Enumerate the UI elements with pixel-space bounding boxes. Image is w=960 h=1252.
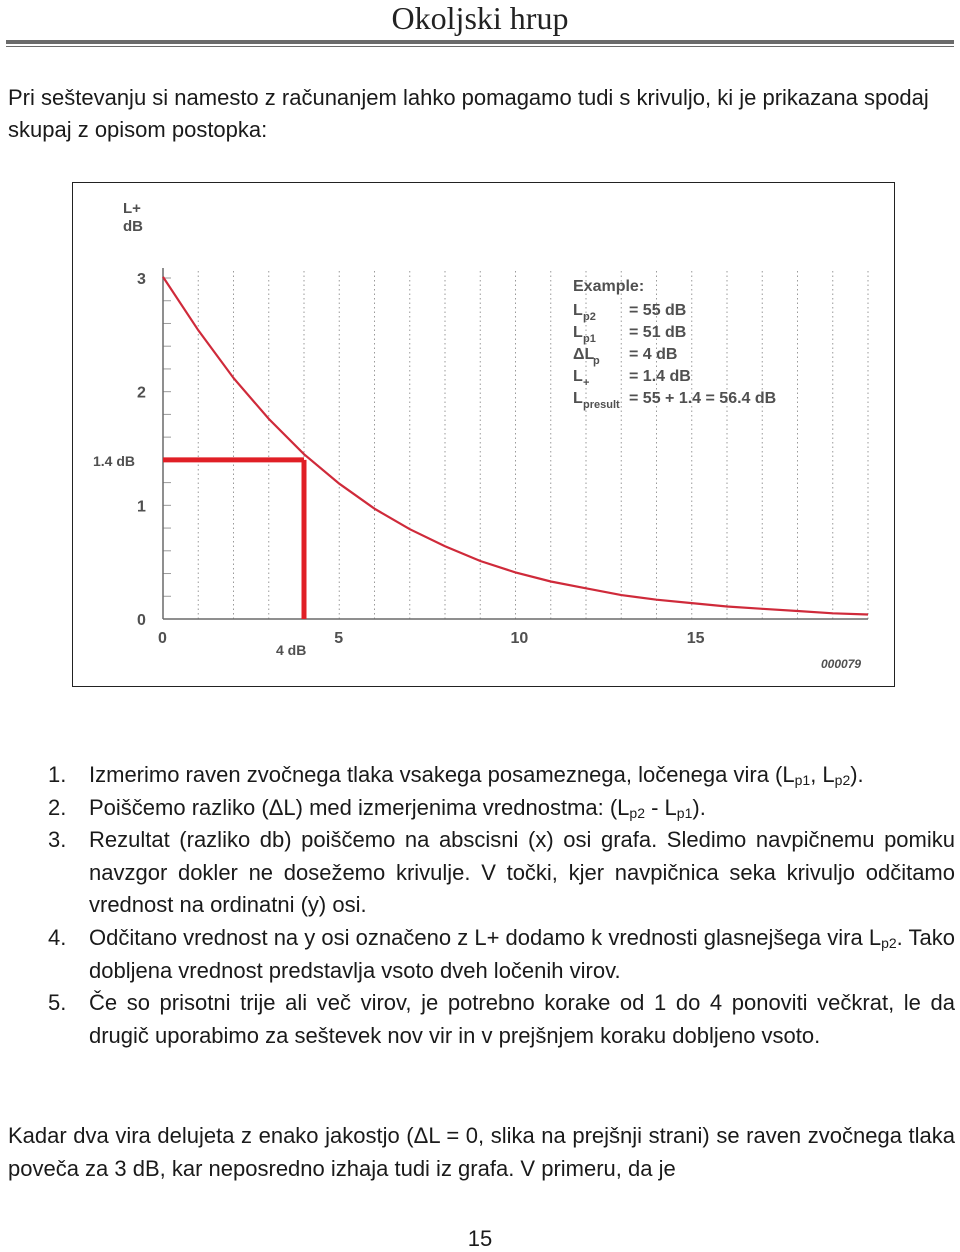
figure-id-label: 000079	[821, 657, 862, 671]
closing-paragraph: Kadar dva vira delujeta z enako jakostjo (ΔL = 0, slika na prejšnji strani) se raven zvočnega tlaka poveča za 3 dB, kar neposredno izhaja tudi iz grafa. V primeru, da je	[8, 1123, 955, 1181]
x-tick-label: 10	[510, 630, 529, 647]
example-row-symbol: L	[573, 390, 583, 407]
x-tick-label: 15	[686, 630, 705, 647]
y-tick-label: 2	[137, 384, 146, 402]
step-2	[0, 792, 955, 825]
step-text: Odčitano vrednost na y osi označeno z L+ dodamo k vrednosti glasnejšega vira L	[89, 924, 882, 950]
page-number: 15	[467, 1226, 493, 1251]
subscript: p2	[629, 804, 645, 821]
highlight-x-label: 4 dB	[276, 642, 307, 658]
page-title: Okoljski hrup	[391, 0, 569, 36]
subscript: p2	[881, 934, 897, 951]
sound-level-addition-chart	[73, 183, 893, 685]
chart-figure	[72, 182, 895, 687]
step-5	[0, 987, 955, 1052]
step-text: ).	[692, 794, 706, 820]
example-row-subscript: +	[583, 377, 590, 389]
step-number: 2.	[48, 794, 67, 820]
example-title: Example:	[573, 278, 645, 295]
example-row-value: = 1.4 dB	[629, 368, 691, 385]
step-text: Če so prisotni trije ali več virov, je potrebno korake od 1 do 4 ponoviti večkrat, le da drugič uporabimo za seštevek nov vir in v prejšnjem koraku dobljeno vsoto.	[89, 990, 955, 1048]
subscript: p2	[834, 772, 851, 788]
step-text: , L	[810, 762, 835, 787]
step-number: 5.	[48, 990, 67, 1016]
highlight-y-label: 1.4 dB	[93, 452, 136, 469]
step-text: - L	[645, 794, 677, 820]
y-axis-unit-label: dB	[123, 218, 143, 235]
step-text: . Tako dobljena vrednost predstavlja vsoto dveh ločenih virov.	[89, 924, 955, 983]
example-row-value: = 55 dB	[629, 302, 687, 319]
y-tick-label: 1	[137, 498, 146, 516]
example-row-symbol: L	[573, 368, 583, 385]
subscript: p1	[794, 772, 811, 788]
step-1	[0, 759, 955, 792]
x-tick-label: 5	[334, 630, 344, 647]
y-axis-label: L+	[123, 200, 141, 217]
example-row-subscript: presult	[583, 399, 620, 411]
step-number: 3.	[48, 827, 67, 853]
header-rule	[6, 40, 954, 44]
subscript: p1	[676, 804, 693, 821]
example-row-value: = 51 dB	[629, 324, 687, 341]
step-number: 1.	[48, 762, 67, 787]
y-tick-label: 3	[137, 271, 146, 288]
header-rule-thin	[6, 46, 954, 47]
example-row-subscript: p2	[583, 311, 596, 323]
example-row-symbol: ΔL	[573, 346, 595, 363]
step-text: ).	[850, 762, 864, 787]
x-tick-label: 0	[158, 630, 167, 647]
example-row-subscript: p	[593, 355, 600, 367]
step-text: Poiščemo razliko (ΔL) med izmerjenima vrednostma: (L	[89, 794, 630, 820]
step-text: Izmerimo raven zvočnega tlaka vsakega posameznega, ločenega vira (L	[89, 762, 795, 787]
y-tick-label: 0	[137, 612, 146, 629]
example-row-subscript: p1	[583, 333, 596, 345]
procedure-steps	[0, 759, 955, 1052]
example-row-symbol: L	[573, 302, 583, 319]
step-3	[0, 824, 955, 922]
intro-paragraph: Pri seštevanju si namesto z računanjem lahko pomagamo tudi s krivuljo, ki je prikazana spodaj skupaj z opisom postopka:	[8, 85, 929, 142]
step-number: 4.	[48, 924, 67, 950]
example-row-value: = 4 dB	[629, 346, 678, 363]
step-text: Rezultat (razliko db) poiščemo na abscisni (x) osi grafa. Sledimo navpičnemu pomiku navzgor dokler ne dosežemo krivulje. V točki, kjer navpičnica seka krivuljo odčitamo vrednost na ordinatni (y) osi.	[89, 827, 955, 918]
example-row-symbol: L	[573, 324, 583, 341]
step-4	[0, 922, 955, 987]
example-row-value: = 55 + 1.4 = 56.4 dB	[629, 390, 777, 407]
